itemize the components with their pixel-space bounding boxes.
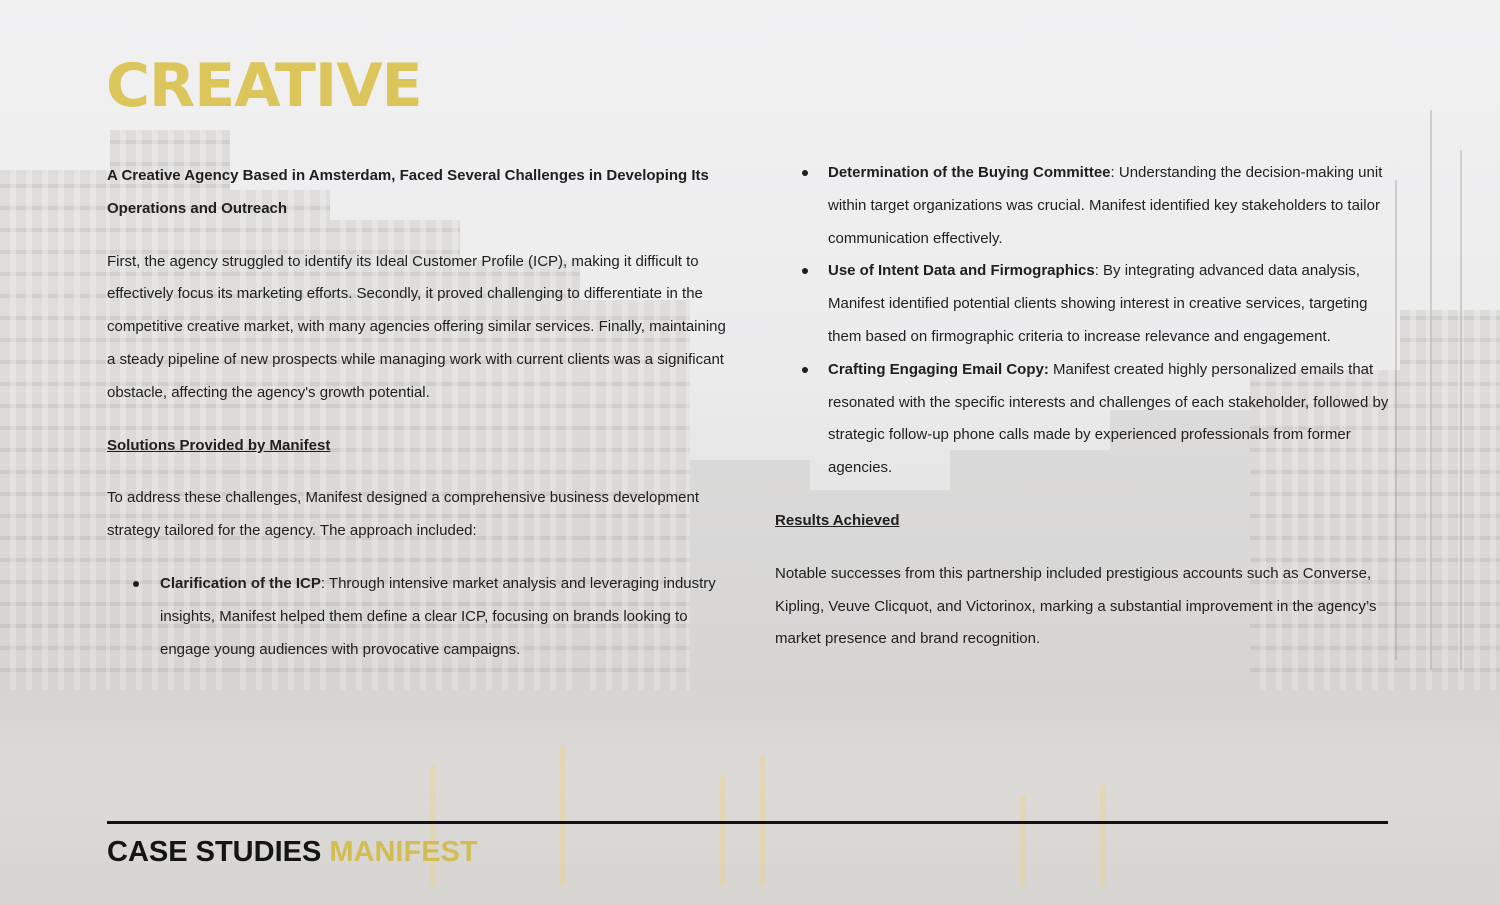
right-column: [775, 157, 1400, 656]
list-item-term: Determination of the Buying Committee: [828, 164, 1111, 181]
solutions-list-left: [107, 568, 732, 666]
solutions-intro-paragraph: To address these challenges, Manifest designed a comprehensive business development strategy tailored for the agency. The approach included:: [107, 489, 700, 540]
footer-brand-name: MANIFEST: [329, 836, 478, 868]
list-item-term: Clarification of the ICP: [160, 574, 321, 592]
section-heading: A Creative Agency Based in Amsterdam, Faced Several Challenges in Developing Its Operations and Outreach: [107, 167, 709, 217]
list-item-text: : Understanding the decision-making unit within target organizations was crucial. Manifest identified key stakeholders to tailor communication effectively.: [828, 164, 1383, 247]
list-item-text: : By integrating advanced data analysis, Manifest identified potential clients showing interest in creative services, targeting them based on firmographic criteria to increase relevance and engagement.: [828, 262, 1368, 345]
left-column: [107, 160, 732, 666]
list-item-text: : Through intensive market analysis and leveraging industry insights, Manifest helped them define a clear ICP, focusing on brands looking to engage young audiences with provocative campaigns.: [160, 574, 716, 658]
list-item: [775, 255, 1400, 353]
results-paragraph: Notable successes from this partnership included prestigious accounts such as Converse, Kipling, Veuve Clicquot, and Victorinox, marking a substantial improvement in the agency’s market presence and brand recognition.: [775, 564, 1377, 648]
solutions-list-right: [775, 157, 1400, 485]
list-item: [775, 157, 1400, 255]
footer-divider: [107, 821, 1388, 824]
list-item: [107, 568, 732, 666]
results-heading: Results Achieved: [775, 511, 900, 529]
list-item-term: Crafting Engaging Email Copy:: [828, 360, 1049, 378]
intro-paragraph: First, the agency struggled to identify its Ideal Customer Profile (ICP), making it difficult to effectively focus its marketing efforts. Secondly, it proved challenging to differentiate in the competitive creative market, with many agencies offering similar services. Finally, maintaining a steady pipeline of new prospects while managing work with current clients was a significant obstacle, affecting the agency's growth potential.: [107, 252, 726, 401]
footer-brand: [107, 834, 478, 870]
list-item-text: Manifest created highly personalized emails that resonated with the specific interests and challenges of each stakeholder, followed by strategic follow-up phone calls made by experienced professionals from former agencies.: [828, 360, 1389, 477]
page-title: CREATIVE: [106, 51, 422, 121]
solutions-heading: Solutions Provided by Manifest: [107, 436, 331, 454]
list-item: [775, 354, 1400, 485]
list-item-term: Use of Intent Data and Firmographics: [828, 262, 1095, 280]
footer-label: CASE STUDIES: [107, 836, 330, 868]
